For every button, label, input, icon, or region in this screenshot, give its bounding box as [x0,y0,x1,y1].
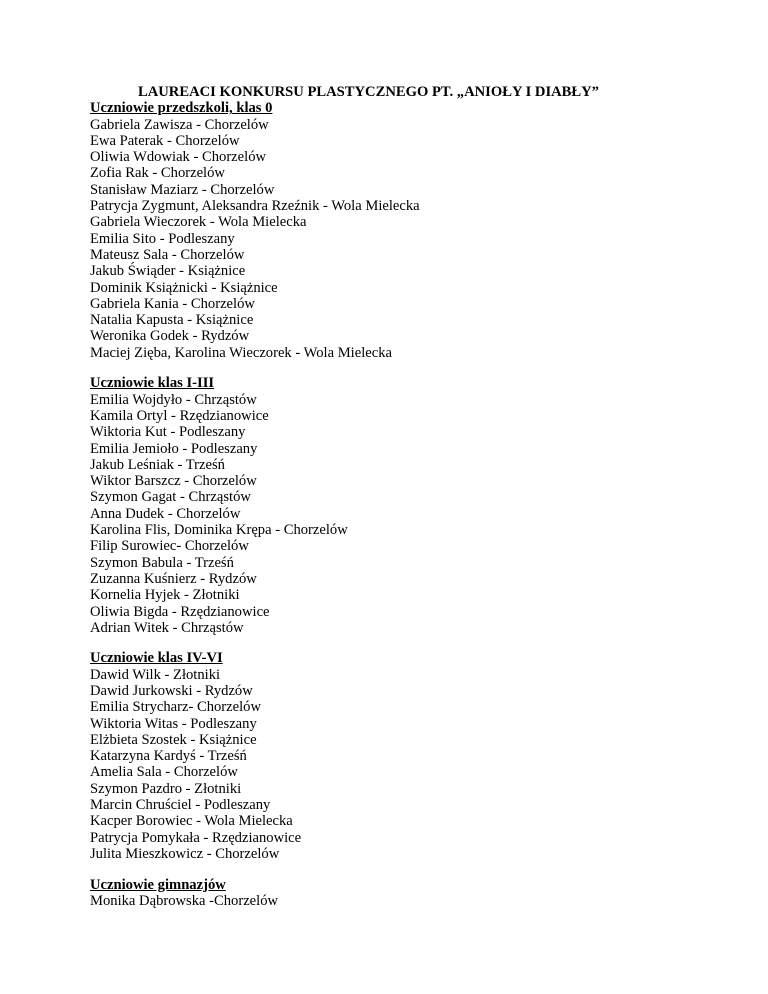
laureate-entry: Jakub Świąder - Książnice [90,263,246,280]
laureate-entry: Ewa Paterak - Chorzelów [90,132,240,149]
section-heading: Uczniowie klas IV-VI [90,650,223,667]
laureate-entry: Katarzyna Kardyś - Trześń [90,748,247,765]
laureate-entry: Emilia Jemioło - Podleszany [90,440,258,457]
section-heading: Uczniowie klas I-III [90,375,215,392]
laureate-entry: Gabriela Zawisza - Chorzelów [90,116,269,133]
laureate-entry: Emilia Strycharz- Chorzelów [90,699,262,716]
laureate-entry: Weronika Godek - Rydzów [90,328,250,345]
laureate-entry: Emilia Sito - Podleszany [90,230,235,247]
laureate-entry: Szymon Gagat - Chrząstów [90,489,251,506]
laureate-entry: Oliwia Bigda - Rzędzianowice [90,603,270,620]
laureate-entry: Szymon Pazdro - Złotniki [90,780,242,797]
laureate-entry: Wiktor Barszcz - Chorzelów [90,473,257,490]
laureate-entry: Dawid Wilk - Złotniki [90,666,221,683]
document-page [90,84,710,909]
laureate-entry: Kacper Borowiec - Wola Mielecka [90,813,293,830]
section [90,100,710,361]
laureate-entry: Karolina Flis, Dominika Krępa - Chorzelów [90,522,348,539]
laureate-entry: Zofia Rak - Chorzelów [90,165,225,182]
laureate-entry: Oliwia Wdowiak - Chorzelów [90,149,267,166]
laureate-entry: Elżbieta Szostek - Książnice [90,731,257,748]
laureate-entry: Monika Dąbrowska -Chorzelów [90,892,279,909]
laureate-entry: Filip Surowiec- Chorzelów [90,538,249,555]
laureate-entry: Amelia Sala - Chorzelów [90,764,238,781]
laureate-entry: Patrycja Zygmunt, Aleksandra Rzeźnik - Wola Mielecka [90,198,420,215]
laureate-entry: Dawid Jurkowski - Rydzów [90,682,253,699]
sections-container [90,100,710,909]
laureate-entry: Gabriela Wieczorek - Wola Mielecka [90,214,307,231]
laureate-entry: Wiktoria Witas - Podleszany [90,715,257,732]
section-heading: Uczniowie gimnazjów [90,876,226,893]
laureate-entry: Zuzanna Kuśnierz - Rydzów [90,570,257,587]
laureate-entry: Patrycja Pomykała - Rzędzianowice [90,829,302,846]
laureate-entry: Dominik Książnicki - Książnice [90,279,278,296]
section-heading: Uczniowie przedszkoli, klas 0 [90,100,273,117]
laureate-entry: Emilia Wojdyło - Chrząstów [90,391,257,408]
laureate-entry: Szymon Babula - Trześń [90,554,234,571]
laureate-entry: Adrian Witek - Chrząstów [90,619,244,636]
section [90,877,710,910]
laureate-entry: Marcin Chruściel - Podleszany [90,797,271,814]
laureate-entry: Natalia Kapusta - Książnice [90,312,254,329]
laureate-entry: Wiktoria Kut - Podleszany [90,424,246,441]
section [90,650,710,862]
laureate-entry: Mateusz Sala - Chorzelów [90,246,245,263]
laureate-entry: Jakub Leśniak - Trześń [90,456,225,473]
laureate-entry: Stanisław Maziarz - Chorzelów [90,181,275,198]
section [90,375,710,636]
laureate-entry: Gabriela Kania - Chorzelów [90,295,255,312]
document-title: LAUREACI KONKURSU PLASTYCZNEGO PT. „ANIOŁY I DIABŁY” [138,84,599,100]
laureate-entry: Maciej Zięba, Karolina Wieczorek - Wola Mielecka [90,344,392,361]
laureate-entry: Anna Dudek - Chorzelów [90,505,241,522]
laureate-entry: Kornelia Hyjek - Złotniki [90,587,240,604]
laureate-entry: Julita Mieszkowicz - Chorzelów [90,845,280,862]
laureate-entry: Kamila Ortyl - Rzędzianowice [90,407,269,424]
